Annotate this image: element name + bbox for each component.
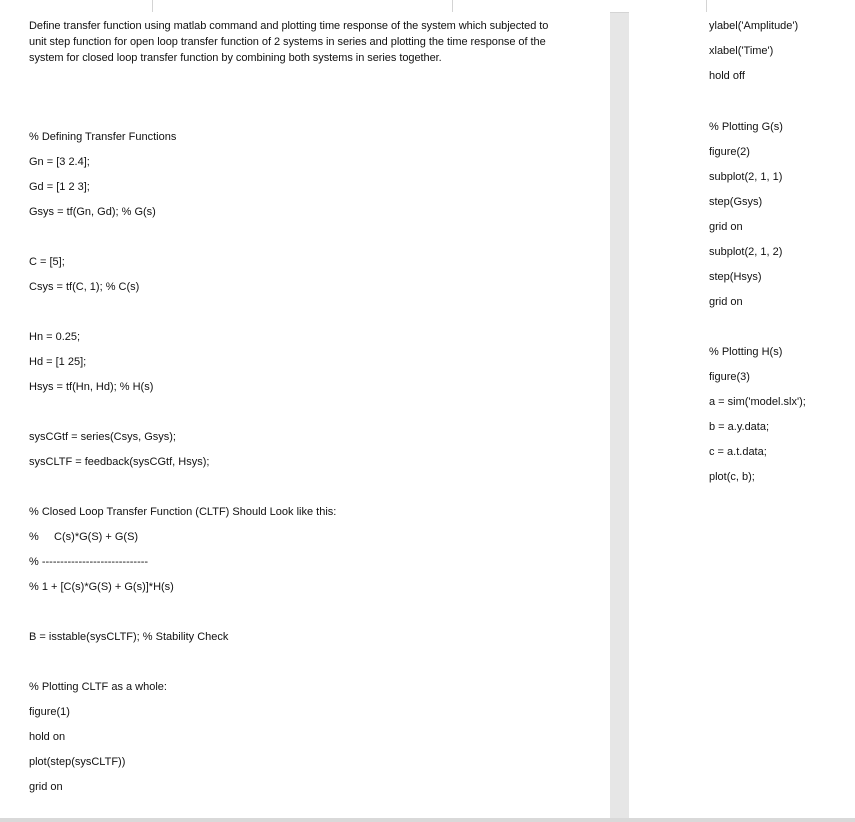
code-line: Gd = [1 2 3]; [29,181,90,193]
code-line: Hn = 0.25; [29,331,81,343]
code-line: % C(s)*G(S) + G(S) [29,531,139,543]
code-line: hold on [29,731,66,743]
code-line: % ----------------------------- [29,556,149,568]
code-line: b = a.y.data; [709,421,770,433]
page-bottom-edge [0,818,855,822]
code-line: figure(2) [709,146,750,158]
code-line: step(Gsys) [709,196,763,208]
code-line: % Plotting G(s) [709,121,783,133]
code-line: % Defining Transfer Functions [29,131,177,143]
code-line: Csys = tf(C, 1); % C(s) [29,281,140,293]
code-line: grid on [709,296,743,308]
code-line: C = [5]; [29,256,65,268]
code-line: c = a.t.data; [709,446,767,458]
code-line: Gn = [3 2.4]; [29,156,90,168]
code-line: figure(3) [709,371,750,383]
intro-paragraph: Define transfer function using matlab command and plotting time response of the system which subjected to unit step function for open loop transfer function of 2 systems in series and plotting the time response of the system for closed loop transfer function by combining both systems in series together. [29,20,549,64]
code-line: % Closed Loop Transfer Function (CLTF) Should Look like this: [29,506,337,518]
code-line: grid on [709,221,743,233]
margin-tick [452,0,453,12]
code-line: grid on [29,781,63,793]
code-line: sysCLTF = feedback(sysCGtf, Hsys); [29,456,210,468]
code-line: plot(step(sysCLTF)) [29,756,126,768]
document-page-left [0,12,610,818]
code-line: sysCGtf = series(Csys, Gsys); [29,431,176,443]
code-line: xlabel('Time') [709,45,774,57]
code-line: hold off [709,70,745,82]
code-line: subplot(2, 1, 2) [709,246,783,258]
code-line: step(Hsys) [709,271,762,283]
code-line: % Plotting H(s) [709,346,783,358]
code-line: plot(c, b); [709,471,755,483]
document-page-right [629,12,855,818]
code-line: Gsys = tf(Gn, Gd); % G(s) [29,206,156,218]
code-line: ylabel('Amplitude') [709,20,799,32]
code-line: B = isstable(sysCLTF); % Stability Check [29,631,229,643]
code-line: figure(1) [29,706,70,718]
code-line: Hsys = tf(Hn, Hd); % H(s) [29,381,154,393]
code-line: % Plotting CLTF as a whole: [29,681,167,693]
margin-tick [706,0,707,12]
margin-tick [152,0,153,12]
code-line: subplot(2, 1, 1) [709,171,783,183]
code-line: % 1 + [C(s)*G(S) + G(s)]*H(s) [29,581,174,593]
code-line: a = sim('model.slx'); [709,396,806,408]
code-line: Hd = [1 25]; [29,356,87,368]
